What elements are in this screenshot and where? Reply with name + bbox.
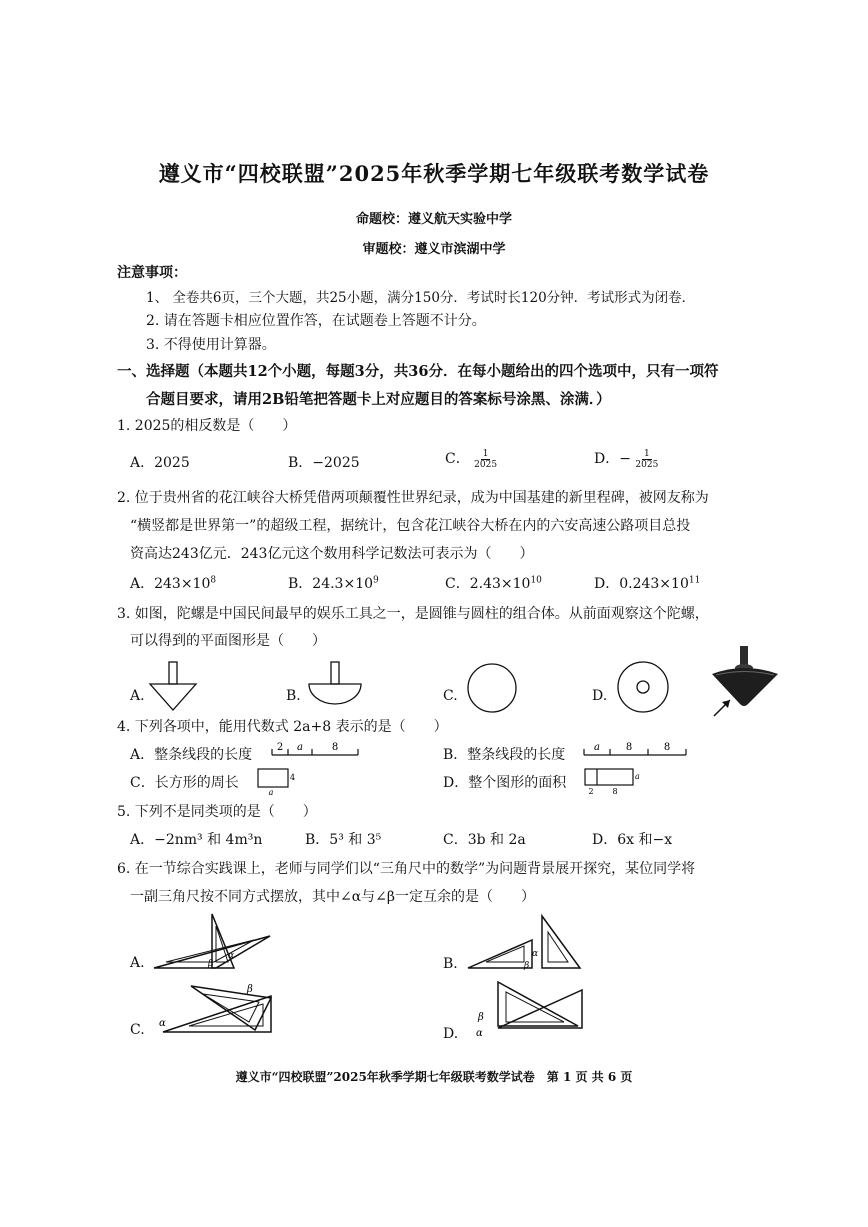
- q4-c-label-a: a: [268, 788, 274, 797]
- note-item-1: 1、 全卷共6页，三个大题，共25小题，满分150分．考试时长120分钟．考试形式为闭卷．: [146, 290, 696, 306]
- q2-option-a: [130, 573, 216, 593]
- note-item-2: 2. 请在答题卡相应位置作答，在试题卷上答题不计分。: [146, 313, 486, 329]
- q6-d-alpha: α: [476, 1028, 483, 1039]
- q3-figure-d: [616, 660, 672, 716]
- q3-figure-b: [306, 660, 364, 706]
- q2-option-b: [288, 573, 379, 593]
- q1-d-numerator: 1: [644, 448, 650, 459]
- q2-a-base: A．243×10: [130, 576, 211, 592]
- q6-line1: 6. 在一节综合实践课上，老师与同学们以“三角尺中的数学”为问题背景展开探究，某位同学将: [117, 861, 696, 877]
- q4-option-b: B．整条线段的长度: [443, 747, 566, 763]
- q5-option-c: C．3b 和 2a: [443, 832, 526, 848]
- q4-a-label-2: 2: [276, 742, 284, 753]
- q2-b-exp: 9: [373, 575, 379, 586]
- q6-b-beta: β: [524, 961, 530, 971]
- q6-figure-d: [464, 978, 588, 1040]
- q4-a-label-a: a: [297, 742, 303, 753]
- q4-c-label-4: 4: [290, 773, 296, 782]
- q2-b-base: B．24.3×10: [288, 576, 374, 592]
- q5-option-a: A．−2nm³ 和 4m³n: [130, 832, 263, 848]
- q1-option-a: A．2025: [130, 455, 190, 471]
- setter-school: 命题校：遵义航天实验中学: [355, 212, 512, 227]
- q6-option-c-label: C.: [130, 1022, 145, 1038]
- q4-d-label-2: 2: [588, 787, 594, 796]
- q2-d-exp: 11: [688, 575, 701, 586]
- q1-option-d-fraction: [635, 449, 658, 470]
- q4-b-label-8a: 8: [625, 742, 633, 753]
- q4-figure-c-rectangle: [255, 764, 299, 798]
- note-item-3: 3. 不得使用计算器。: [146, 337, 276, 353]
- q6-figure-b: [462, 912, 586, 974]
- q6-figure-a: [150, 912, 274, 974]
- q1-option-b: B．−2025: [288, 455, 360, 471]
- q4-b-label-a: a: [594, 742, 600, 753]
- q4-figure-b-segment: [582, 738, 690, 762]
- q3-line2: 可以得到的平面图形是（ ）: [130, 633, 326, 649]
- q6-option-b-label: B.: [443, 956, 458, 972]
- q1-c-denominator: 2025: [474, 459, 498, 470]
- q4-figure-d-rectangle: [582, 764, 644, 798]
- q5-option-b: B．5³ 和 3⁵: [305, 832, 382, 848]
- q6-c-beta: β: [247, 984, 253, 995]
- q6-option-d-label: D.: [443, 1026, 459, 1042]
- q5-option-d: D．6x 和−x: [592, 832, 673, 848]
- q4-d-label-a: a: [635, 772, 640, 781]
- q1-stem: 1. 2025的相反数是（ ）: [117, 418, 297, 434]
- q4-option-c: C．长方形的周长: [130, 775, 239, 791]
- q1-c-numerator: 1: [482, 448, 489, 459]
- q3-figure-c: [466, 662, 520, 716]
- section1-instructions-line2: 合题目要求，请用2B铅笔把答题卡上对应题目的答案标号涂黑、涂满．）: [146, 391, 611, 408]
- q3-option-c-label: C.: [443, 688, 458, 704]
- q6-a-alpha: α: [228, 951, 235, 961]
- q2-c-base: C．2.43×10: [445, 576, 531, 592]
- q4-stem: 4. 下列各项中，能用代数式 2a+8 表示的是（ ）: [117, 719, 448, 735]
- q4-b-label-8b: 8: [663, 742, 671, 753]
- q3-option-a-label: A.: [130, 688, 145, 704]
- q2-option-c: [445, 573, 542, 593]
- q3-line1: 3. 如图，陀螺是中国民间最早的娱乐工具之一，是圆锥与圆柱的组合体。从前面观察这个陀螺，: [117, 606, 709, 622]
- q2-line1: 2. 位于贵州省的花江峡谷大桥凭借两项颠覆性世界纪录，成为中国基建的新里程碑，被网友称为: [117, 490, 709, 506]
- q3-figure-a: [148, 660, 200, 712]
- q6-b-alpha: α: [532, 949, 539, 959]
- q2-c-exp: 10: [530, 575, 542, 586]
- q6-c-alpha: α: [159, 1018, 166, 1029]
- q3-option-d-label: D.: [592, 688, 608, 704]
- q4-d-label-8: 8: [612, 787, 618, 796]
- q2-line3: 资高达243亿元．243亿元这个数用科学记数法可表示为（ ）: [130, 546, 534, 562]
- q6-figure-c: [155, 978, 279, 1040]
- q2-d-base: D．0.243×10: [594, 576, 689, 592]
- q2-line2: “横竖都是世界第一”的超级工程，据统计，包含花江峡谷大桥在内的六安高速公路项目总投: [130, 518, 691, 534]
- page-title: 遵义市“四校联盟”2025年秋季学期七年级联考数学试卷: [158, 161, 710, 186]
- section1-instructions-line1: 一、选择题（本题共12个小题，每题3分，共36分．在每小题给出的四个选项中，只有一项符: [117, 363, 719, 380]
- q6-line2: 一副三角尺按不同方式摆放，其中∠α与∠β一定互余的是（ ）: [130, 889, 536, 905]
- q1-option-d-label: D．−: [594, 451, 631, 467]
- q1-option-c-label: C．: [445, 451, 470, 467]
- q3-option-b-label: B.: [286, 688, 301, 704]
- q6-d-beta: β: [478, 1012, 484, 1023]
- q6-option-a-label: A.: [130, 955, 145, 971]
- q5-stem: 5. 下列不是同类项的是（ ）: [117, 804, 317, 820]
- q1-option-c-fraction: [474, 449, 497, 470]
- q2-a-exp: 8: [210, 575, 217, 586]
- q1-option-d: [594, 448, 658, 470]
- q4-a-label-8: 8: [331, 742, 339, 753]
- notes-heading: 注意事项：: [117, 265, 187, 281]
- spinning-top-photo: [708, 644, 784, 720]
- reviewer-school: 审题校：遵义市滨湖中学: [362, 242, 506, 257]
- q4-figure-a-segment: [270, 738, 362, 762]
- page-footer: 遵义市“四校联盟”2025年秋季学期七年级联考数学试卷 第 1 页 共 6 页: [235, 1070, 633, 1084]
- q4-option-d: D．整个图形的面积: [443, 775, 567, 791]
- q1-d-denominator: 2025: [635, 459, 659, 470]
- q6-a-beta: β: [208, 959, 214, 969]
- q2-option-d: [594, 573, 700, 593]
- q4-option-a: A．整条线段的长度: [130, 747, 253, 763]
- q1-option-c: [445, 448, 497, 470]
